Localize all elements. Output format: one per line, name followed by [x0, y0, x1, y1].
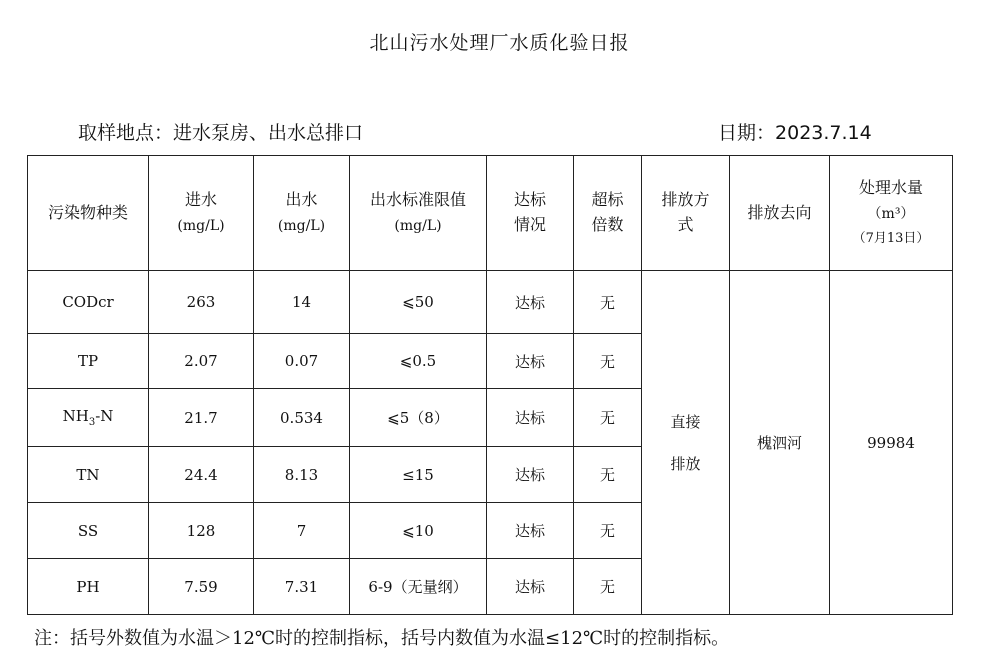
influent-cell: 263	[149, 271, 254, 334]
limit-cell: ≤15	[350, 447, 487, 503]
exceed-cell: 无	[574, 559, 642, 615]
discharge-destination-cell: 槐泗河	[730, 271, 830, 615]
header-influent: 进水 (mg/L)	[149, 156, 254, 271]
header-discharge-destination: 排放去向	[730, 156, 830, 271]
header-pollutant: 污染物种类	[28, 156, 149, 271]
pollutant-cell: PH	[28, 559, 149, 615]
header-exceed: 超标 倍数	[574, 156, 642, 271]
pollutant-cell: $NH_3-N$	[28, 389, 149, 447]
compliance-cell: 达标	[487, 447, 574, 503]
discharge-method-cell: 直接 排放	[642, 271, 730, 615]
limit-cell: ⩽10	[350, 503, 487, 559]
effluent-cell: 0.534	[254, 389, 350, 447]
compliance-cell: 达标	[487, 559, 574, 615]
report-date	[718, 118, 872, 145]
limit-cell: ⩽0.5	[350, 334, 487, 389]
header-discharge-method: 排放方 式	[642, 156, 730, 271]
influent-cell: 21.7	[149, 389, 254, 447]
compliance-cell: 达标	[487, 334, 574, 389]
influent-cell: 128	[149, 503, 254, 559]
sampling-location	[78, 118, 363, 145]
pollutant-cell: SS	[28, 503, 149, 559]
effluent-cell: 14	[254, 271, 350, 334]
header-row	[28, 156, 953, 271]
treated-volume-cell: 99984	[830, 271, 953, 615]
limit-cell: 6-9（无量纲）	[350, 559, 487, 615]
limit-cell: ⩽50	[350, 271, 487, 334]
header-volume: 处理水量 （m³） （7月13日）	[830, 156, 953, 271]
effluent-cell: 7.31	[254, 559, 350, 615]
report-date-label: 日期：	[718, 122, 776, 144]
footnote: 注：括号外数值为水温＞12℃时的控制指标，括号内数值为水温≤12℃时的控制指标。	[34, 628, 730, 649]
influent-cell: 2.07	[149, 334, 254, 389]
pollutant-cell: CODcr	[28, 271, 149, 334]
pollutant-cell: TN	[28, 447, 149, 503]
report-date-value: 2023.7.14	[775, 122, 872, 144]
influent-cell: 7.59	[149, 559, 254, 615]
exceed-cell: 无	[574, 447, 642, 503]
compliance-cell: 达标	[487, 503, 574, 559]
effluent-cell: 8.13	[254, 447, 350, 503]
report-title: 北山污水处理厂水质化验日报	[369, 32, 630, 54]
table-row	[28, 271, 953, 334]
effluent-cell: 7	[254, 503, 350, 559]
water-quality-table	[27, 155, 953, 615]
influent-cell: 24.4	[149, 447, 254, 503]
sampling-location-label: 取样地点：	[78, 122, 174, 144]
compliance-cell: 达标	[487, 389, 574, 447]
header-compliance: 达标 情况	[487, 156, 574, 271]
sampling-location-value: 进水泵房、出水总排口	[173, 122, 364, 144]
header-effluent: 出水 (mg/L)	[254, 156, 350, 271]
exceed-cell: 无	[574, 271, 642, 334]
effluent-cell: 0.07	[254, 334, 350, 389]
exceed-cell: 无	[574, 334, 642, 389]
exceed-cell: 无	[574, 389, 642, 447]
pollutant-cell: TP	[28, 334, 149, 389]
limit-cell: ⩽5（8）	[350, 389, 487, 447]
exceed-cell: 无	[574, 503, 642, 559]
compliance-cell: 达标	[487, 271, 574, 334]
header-limit: 出水标准限值 (mg/L)	[350, 156, 487, 271]
